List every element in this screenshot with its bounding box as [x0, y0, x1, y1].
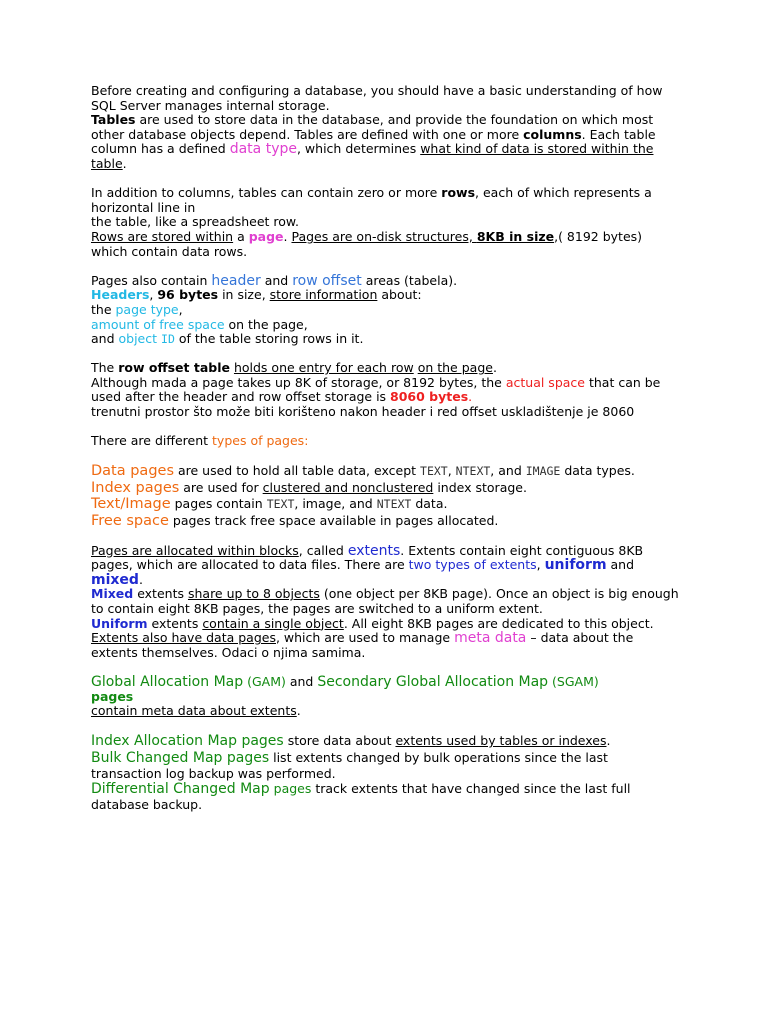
text: extents	[133, 586, 188, 602]
paragraph-extents	[91, 544, 681, 661]
text: :	[304, 433, 309, 449]
underlined-text: Extents also have data pages	[91, 630, 276, 646]
text: list extents changed by bulk operations since the last transaction log backup was performed.	[91, 749, 608, 781]
term-bcm-pages: pages	[222, 749, 270, 766]
underlined-text: store information	[269, 287, 378, 303]
text: are used to store data in the database, and provide the foundation on which most other database objects depend. Tables are defined with one or more	[91, 112, 654, 142]
text: ,	[447, 463, 456, 479]
text: ,	[149, 287, 158, 303]
text: (one object per 8KB page). Once an object is big enough to contain eight 8KB pages, the pages are switched to a uniform extent.	[91, 586, 679, 617]
text: pages contain	[170, 496, 267, 512]
text: trenutni prostor što može biti korišteno nakon header i red offset uskladištenje je 8060	[91, 404, 635, 420]
term-tables: Tables	[91, 112, 136, 128]
text: . Extents contain eight contiguous 8KB pages, which are allocated to data files. There are	[91, 542, 644, 573]
text: In addition to columns, tables can contain zero or more	[91, 185, 442, 201]
text: .	[296, 703, 301, 719]
text: There are different	[91, 433, 213, 449]
text: , called	[298, 542, 348, 558]
term-page: page	[248, 228, 284, 244]
term-gam-abbr: (GAM)	[243, 674, 286, 689]
text: pages track free space available in pages allocated.	[168, 512, 499, 528]
text: index storage.	[433, 479, 527, 495]
term-meta-data: meta data	[454, 630, 527, 647]
document-body	[91, 84, 681, 827]
paragraph-page-types	[91, 463, 681, 529]
term-free-space-pages: Free space	[91, 512, 169, 529]
term-dcm: Differential Changed Map	[91, 780, 270, 797]
term-mixed: mixed	[91, 571, 139, 588]
text: store data about	[283, 733, 396, 749]
text: , which are used to manage	[275, 630, 455, 646]
text: in size,	[218, 287, 270, 303]
text: , and	[490, 463, 526, 479]
underlined-text: contain meta data about extents	[91, 703, 297, 719]
term-data-pages: Data pages	[91, 463, 174, 480]
text: .	[468, 389, 473, 405]
term-gam: Global Allocation Map	[91, 674, 244, 690]
underlined-text: Rows are stored within	[91, 228, 234, 244]
text: .	[492, 360, 497, 376]
term-uniform-extents: Uniform	[91, 615, 148, 631]
text: and	[606, 557, 635, 573]
underlined-text: holds one entry for each row	[233, 360, 414, 376]
term-iam: Index Allocation Map pages	[91, 733, 284, 750]
term-96-bytes: 96 bytes	[157, 287, 219, 303]
text: track extents that have changed since the last full database backup.	[91, 780, 631, 813]
text: and	[91, 331, 119, 347]
term-page-type: page type	[115, 301, 179, 317]
paragraph-types	[91, 434, 681, 449]
text: Although mada a page takes up 8K of storage, or 8192 bytes, the	[91, 374, 506, 390]
text: , image, and	[294, 496, 377, 512]
text: – data about the extents themselves. Odaci o njima samima.	[91, 630, 634, 660]
text: .	[122, 155, 127, 171]
term-8kb: 8KB in size	[476, 228, 555, 244]
text: .	[606, 733, 611, 749]
term-actual-space: actual space	[505, 374, 585, 390]
text: are used to hold all table data, except	[174, 463, 421, 479]
term-extents: extents	[347, 542, 401, 559]
text: are used for	[179, 479, 263, 495]
underlined-text: share up to 8 objects	[187, 586, 320, 602]
underlined-text: on the page	[417, 360, 493, 376]
text: . All eight 8KB pages are dedicated to this object.	[343, 615, 654, 631]
underlined-text: what kind of data is stored within the table	[91, 141, 654, 171]
code-ntext: NTEXT	[455, 464, 491, 479]
underlined-text: Pages are allocated within blocks	[91, 542, 299, 558]
term-text-image: Text/Image	[91, 496, 171, 513]
text: Pages also contain	[91, 272, 212, 288]
term-sgam-abbr: (SGAM)	[548, 674, 599, 689]
term-data-type: data type	[229, 141, 297, 158]
term-free-space: amount of free space	[91, 316, 225, 332]
term-headers: Headers	[91, 287, 150, 303]
term-uniform: uniform	[544, 557, 607, 574]
intro-text: Before creating and configuring a database, you should have a basic understanding of how SQL Server manages internal storage.	[91, 83, 663, 113]
text: , which determines	[296, 141, 421, 157]
text: the table, like a spreadsheet row.	[91, 214, 299, 230]
term-8060-bytes: 8060 bytes	[390, 389, 469, 405]
text: about:	[377, 287, 422, 303]
text: ,	[178, 301, 183, 317]
paragraph-gam	[91, 675, 681, 719]
code-text: TEXT	[420, 464, 448, 479]
term-dcm-pages: pages	[269, 780, 312, 796]
term-types-of-pages: types of pages	[212, 433, 305, 449]
text: data.	[411, 496, 448, 512]
text: ,	[536, 557, 545, 573]
text: . Each table column has a defined	[91, 126, 656, 157]
term-row-offset: row offset	[292, 272, 362, 289]
code-text: TEXT	[266, 497, 295, 512]
text: data types.	[560, 463, 635, 479]
text: and	[260, 272, 293, 288]
text: on the page,	[224, 316, 308, 332]
text: .	[138, 571, 143, 587]
code-image: IMAGE	[525, 464, 561, 479]
text: the	[91, 301, 116, 317]
text: that can be used after the header and row offset storage is	[91, 374, 661, 405]
paragraph-iam	[91, 733, 681, 812]
text: of the table storing rows in it.	[174, 331, 364, 347]
term-object: object	[118, 331, 158, 347]
underlined-text: clustered and nonclustered	[262, 479, 434, 495]
text: The	[91, 360, 119, 376]
text: and	[285, 674, 318, 689]
text: , each of which represents a horizontal line in	[91, 185, 652, 215]
text: .	[283, 228, 292, 244]
text: extents	[147, 615, 203, 631]
term-mixed-extents: Mixed	[91, 586, 134, 602]
term-id: ID	[161, 332, 175, 347]
paragraph-intro	[91, 84, 681, 172]
term-columns: columns	[523, 126, 582, 142]
paragraph-row-offset	[91, 361, 681, 419]
term-sgam: Secondary Global Allocation Map	[317, 674, 549, 690]
term-header: header	[211, 272, 261, 289]
underlined-text: Pages are on-disk structures,	[291, 228, 477, 244]
underlined-text: contain a single object	[202, 615, 344, 631]
paragraph-header	[91, 274, 681, 347]
text: areas (tabela).	[361, 272, 458, 288]
paragraph-rows	[91, 186, 681, 259]
term-rows: rows	[441, 185, 476, 201]
underlined-text: extents used by tables or indexes	[395, 733, 607, 749]
term-row-offset-table: row offset table	[118, 360, 230, 376]
term-bcm: Bulk Changed Map	[91, 749, 223, 766]
term-index-pages: Index pages	[91, 479, 180, 496]
text: ,( 8192 bytes) which contain data rows.	[91, 228, 643, 259]
term-pages: pages	[91, 688, 134, 704]
code-ntext: NTEXT	[376, 497, 412, 512]
text: a	[233, 228, 249, 244]
term-two-types: two types of extents	[408, 557, 537, 573]
